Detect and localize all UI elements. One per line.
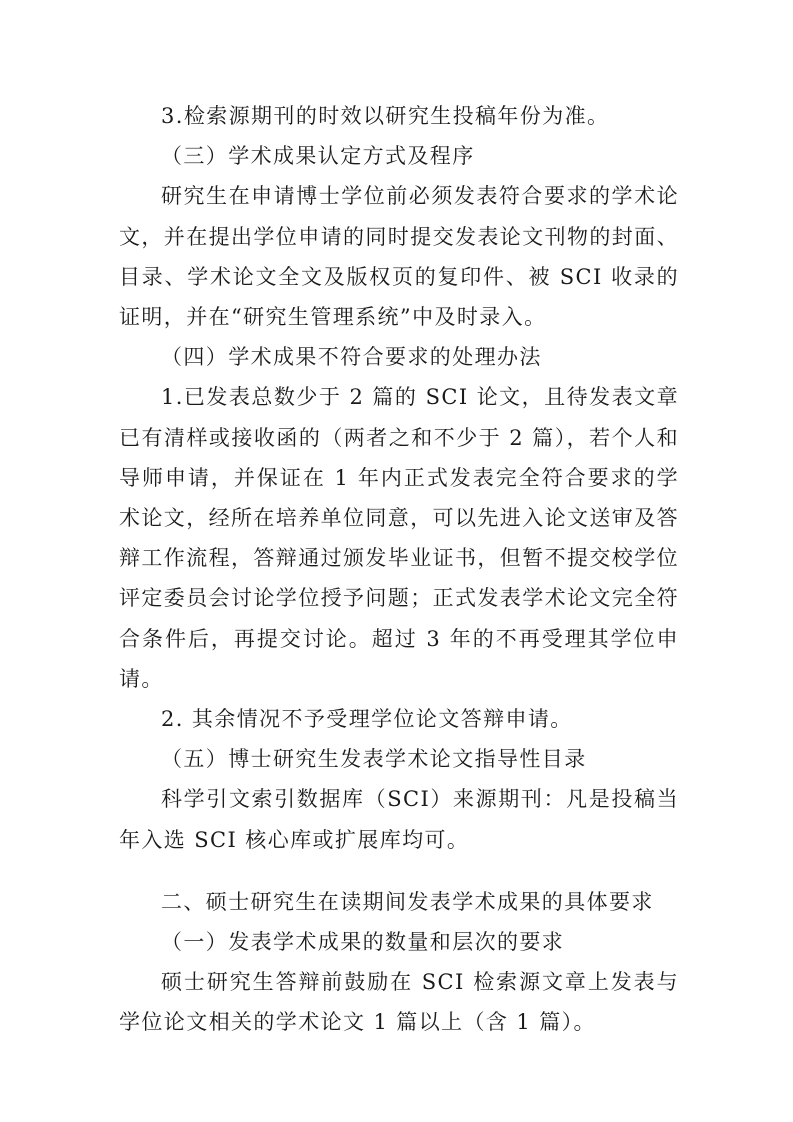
document-body <box>119 96 679 1043</box>
heading-noncompliance-handling: （四）学术成果不符合要求的处理办法 <box>161 345 542 370</box>
heading-master-requirements: 二、硕士研究生在读期间发表学术成果的具体要求 <box>161 889 654 914</box>
heading-quantity-level: （一）发表学术成果的数量和层次的要求 <box>161 930 565 955</box>
paragraph-journal-validity: 3.检索源期刊的时效以研究生投稿年份为准。 <box>161 104 610 128</box>
section-spacer <box>119 860 679 882</box>
heading-guiding-catalog: （五）博士研究生发表学术论文指导性目录 <box>161 747 587 772</box>
paragraph-master-encouragement: 硕士研究生答辩前鼓励在 SCI 检索源文章上发表与学位论文相关的学术论文 1 篇以上（含 1 篇）。 <box>119 970 679 1035</box>
paragraph-insufficient-papers: 1.已发表总数少于 2 篇的 SCI 论文，且待发表文章已有清样或接收函的（两者之和不少于 2 篇），若个人和导师申请，并保证在 1 年内正式发表完全符合要求的学术论文，经所在培养单位同意，可以先进入论文送审及答辩工作流程，答辩通过颁发毕业证书，但暂不提交校学位评定委员会讨论学位授予问题；正式发表学术论文完全符合条件后，再提交讨论。超过 3 年的不再受理其学位申请。 <box>119 385 679 691</box>
paragraph-other-cases: 2. 其余情况不予受理学位论文答辩申请。 <box>161 707 573 732</box>
paragraph-submission-requirements: 研究生在申请博士学位前必须发表符合要求的学术论文，并在提出学位申请的同时提交发表论文刊物的封面、目录、学术论文全文及版权页的复印件、被 SCI 收录的证明，并在“研究生管理系统”中及时录入。 <box>119 184 679 330</box>
heading-recognition-procedure: （三）学术成果认定方式及程序 <box>161 144 475 169</box>
paragraph-sci-journals: 科学引文索引数据库（SCI）来源期刊：凡是投稿当年入选 SCI 核心库或扩展库均可。 <box>119 787 679 852</box>
